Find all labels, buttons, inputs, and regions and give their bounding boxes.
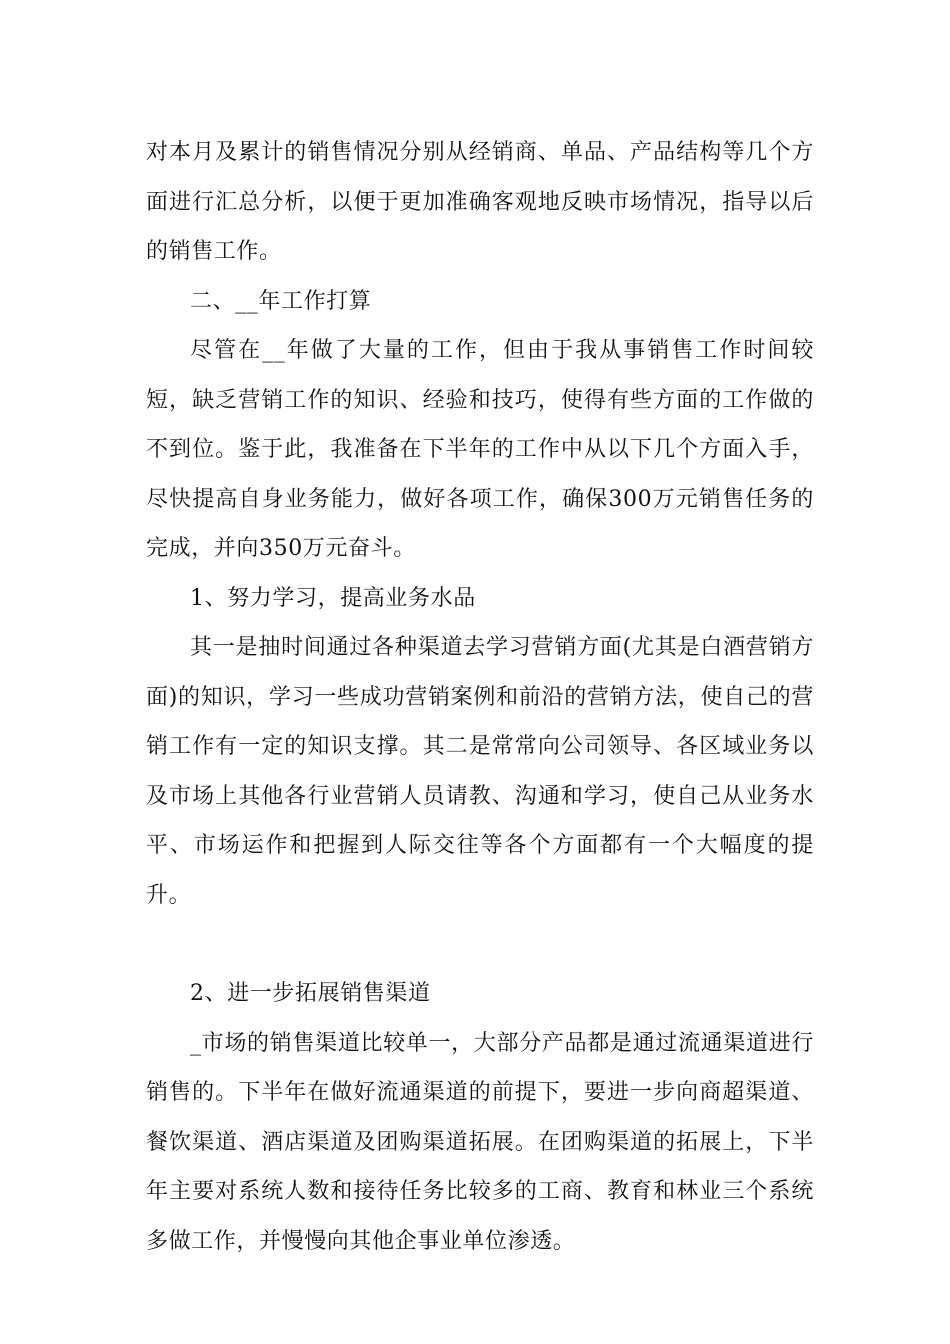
document-body [146, 128, 814, 1266]
blank-line [146, 920, 814, 969]
paragraph-work-plan: 尽管在__年做了大量的工作，但由于我从事销售工作时间较短，缺乏营销工作的知识、经验和技巧，使得有些方面的工作做的不到位。鉴于此，我准备在下半年的工作中从以下几个方面入手，尽快提高自身业务能力，做好各项工作，确保300万元销售任务的完成，并向350万元奋斗。 [146, 338, 814, 561]
paragraph-study: 其一是抽时间通过各种渠道去学习营销方面(尤其是白酒营销方面)的知识，学习一些成功营销案例和前沿的营销方法，使自己的营销工作有一定的知识支撑。其二是常常向公司领导、各区域业务以及市场上其他各行业营销人员请教、沟通和学习，使自己从业务水平、市场运作和把握到人际交往等各个方面都有一个大幅度的提升。 [146, 635, 814, 908]
subheading-study: 1、努力学习，提高业务水品 [190, 585, 476, 611]
paragraph-sales-analysis: 对本月及累计的销售情况分别从经销商、单品、产品结构等几个方面进行汇总分析，以便于更加准确客观地反映市场情况，指导以后的销售工作。 [146, 140, 814, 264]
section-heading-work-plan: 二、__年工作打算 [190, 288, 372, 314]
subheading-channels: 2、进一步拓展销售渠道 [190, 981, 431, 1006]
paragraph-channels: _市场的销售渠道比较单一，大部分产品都是通过流通渠道进行销售的。下半年在做好流通渠道的前提下，要进一步向商超渠道、餐饮渠道、酒店渠道及团购渠道拓展。在团购渠道的拓展上，下半年主要对系统人数和接待任务比较多的工商、教育和林业三个系统多做工作，并慢慢向其他企事业单位渗透。 [146, 1030, 814, 1254]
